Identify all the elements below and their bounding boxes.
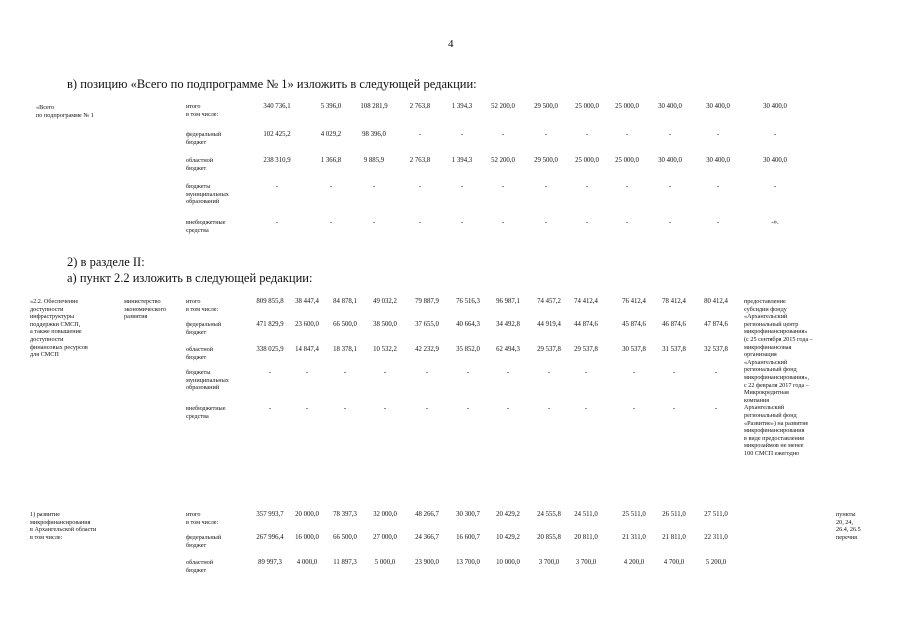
table-cell: 49 032,2 [373, 298, 397, 305]
table-cell: - [383, 405, 387, 412]
table-cell: 52 200,0 [491, 157, 515, 164]
table-cell: 29 537,8 [537, 346, 561, 353]
table-cell: - [329, 183, 333, 190]
table-cell: 30 400,0 [658, 157, 682, 164]
table-cell: - [275, 219, 279, 226]
table-cell: - [716, 131, 720, 138]
table-cell: 78 397,3 [333, 511, 357, 518]
table-cell: - [716, 219, 720, 226]
table-cell: - [714, 369, 718, 376]
table-cell: - [372, 219, 376, 226]
table-cell: 471 829,9 [256, 321, 284, 328]
table-cell: 16 000,0 [295, 534, 319, 541]
row-label: 1) развитие микрофинансирования в Архангельской области в том числе: [30, 511, 97, 541]
table-cell: 38 500,0 [373, 321, 397, 328]
table-cell: 24 555,8 [537, 511, 561, 518]
table-cell: 4 200,0 [623, 559, 645, 566]
row-name: федеральный бюджет [186, 534, 222, 549]
table-cell: 44 919,4 [537, 321, 561, 328]
table-cell: - [305, 369, 309, 376]
table-cell: 18 378,1 [333, 346, 357, 353]
row-name: итого в том числе: [186, 511, 219, 526]
note: предоставление субсидии фонду «Архангельский региональный центр микрофинансирования» (с 25 сентября 2015 года – микрофинансовая организация «Архангельский региональный фонд микрофинансирования», с 22 февраля 2017 года – Микрокредитная компания Архангельский региональный фонд «Развитие») на развитие микрофинансирования в виде предоставления микрозаймов не менее 100 СМСП ежегодно [744, 298, 813, 457]
points: пункты 20, 24, 26.4, 26.5 перечня [836, 511, 861, 541]
heading-v: в) позицию «Всего по подпрограмме № 1» изложить в следующей редакции: [67, 77, 477, 91]
table-cell: - [585, 219, 589, 226]
table-cell: 44 874,6 [574, 321, 598, 328]
table-cell: 11 897,3 [333, 559, 357, 566]
table-cell: - [544, 183, 548, 190]
table-cell: 357 993,7 [256, 511, 284, 518]
table-cell: - [668, 219, 672, 226]
table-cell: 10 429,2 [496, 534, 520, 541]
table-cell: 30 400,0 [706, 157, 730, 164]
table-cell: 30 400,0 [706, 103, 730, 110]
table-cell: 34 492,8 [496, 321, 520, 328]
table-cell: 45 874,6 [622, 321, 646, 328]
table-cell: 809 855,8 [256, 298, 284, 305]
table-cell: 52 200,0 [491, 103, 515, 110]
table-cell: 29 500,0 [534, 103, 558, 110]
table-cell: - [418, 131, 422, 138]
table-cell: 66 500,0 [333, 321, 357, 328]
table-cell: - [329, 219, 333, 226]
table-cell: 47 874,6 [704, 321, 728, 328]
table-cell: 102 425,2 [263, 131, 291, 138]
table-cell: 84 878,1 [333, 298, 357, 305]
table-cell: - [714, 405, 718, 412]
row-name: областной бюджет [186, 346, 214, 361]
table-cell: - [672, 405, 676, 412]
table-cell: 4 029,2 [320, 131, 342, 138]
table-cell: 20 429,2 [496, 511, 520, 518]
table-cell: 21 811,0 [662, 534, 686, 541]
table-cell: - [418, 183, 422, 190]
table-cell: 4 000,0 [296, 559, 318, 566]
table-cell: 76 516,3 [456, 298, 480, 305]
row-name: внебюджетные средства [186, 219, 226, 234]
table-cell: 29 500,0 [534, 157, 558, 164]
table-cell: 14 847,4 [295, 346, 319, 353]
table-cell: 30 537,8 [622, 346, 646, 353]
table-cell: - [584, 369, 588, 376]
table-cell: - [506, 405, 510, 412]
table-cell: 20 811,0 [574, 534, 598, 541]
table-cell: 23 600,0 [295, 321, 319, 328]
table-cell: 26 511,0 [662, 511, 686, 518]
table-cell: 1 394,3 [451, 103, 473, 110]
table-cell: 3 700,0 [538, 559, 560, 566]
table-cell: 238 310,9 [263, 157, 291, 164]
table-cell: 38 447,4 [295, 298, 319, 305]
table-cell: - [383, 369, 387, 376]
table-cell: 25 000,0 [575, 103, 599, 110]
table-cell: - [585, 183, 589, 190]
table-cell: - [343, 405, 347, 412]
table-cell: - [425, 369, 429, 376]
table-cell: 3 700,0 [575, 559, 597, 566]
row-name: федеральный бюджет [186, 131, 222, 146]
table-cell: - [585, 131, 589, 138]
table-cell: 74 412,4 [574, 298, 598, 305]
table-cell: 46 874,6 [662, 321, 686, 328]
table-cell: - [544, 131, 548, 138]
table-cell: - [547, 405, 551, 412]
table-cell: 98 396,0 [362, 131, 386, 138]
table-cell: - [632, 369, 636, 376]
row-name: внебюджетные средства [186, 405, 226, 420]
table-cell: 22 311,0 [704, 534, 728, 541]
table-cell: - [625, 219, 629, 226]
table-cell: 10 532,2 [373, 346, 397, 353]
table-cell: 25 000,0 [575, 157, 599, 164]
table-cell: 25 511,0 [622, 511, 646, 518]
table-cell: 32 000,0 [373, 511, 397, 518]
heading-section-2: 2) в разделе II: [67, 255, 145, 269]
table-cell: - [275, 183, 279, 190]
table-cell: - [625, 183, 629, 190]
table-cell: 25 000,0 [615, 103, 639, 110]
table-cell: - [584, 405, 588, 412]
table-cell: 267 996,4 [256, 534, 284, 541]
table-cell: 30 400,0 [763, 157, 787, 164]
table-cell: 66 500,0 [333, 534, 357, 541]
row-name: итого в том числе: [186, 298, 219, 313]
table-cell: 23 900,0 [415, 559, 439, 566]
table-cell: - [460, 219, 464, 226]
table-cell: 4 700,0 [663, 559, 685, 566]
table-cell: - [466, 369, 470, 376]
table-cell: 35 852,0 [456, 346, 480, 353]
table-cell: - [460, 131, 464, 138]
row-name: бюджеты муниципальных образований [186, 369, 229, 392]
row-name: бюджеты муниципальных образований [186, 183, 229, 206]
table-cell: 5 000,0 [374, 559, 396, 566]
table-cell: 40 664,3 [456, 321, 480, 328]
table-cell: 62 494,3 [496, 346, 520, 353]
table-cell: 5 200,0 [705, 559, 727, 566]
table-cell: -». [771, 219, 779, 226]
table-cell: 32 537,8 [704, 346, 728, 353]
row-label: «Всего по подпрограмме № 1 [36, 104, 94, 119]
table-cell: - [668, 131, 672, 138]
table-cell: 1 394,3 [451, 157, 473, 164]
table-cell: 20 855,8 [537, 534, 561, 541]
row-name: областной бюджет [186, 157, 214, 172]
table-cell: 5 396,0 [320, 103, 342, 110]
table-cell: 30 400,0 [658, 103, 682, 110]
table-cell: 30 300,7 [456, 511, 480, 518]
table-cell: 96 987,1 [496, 298, 520, 305]
table-cell: - [501, 131, 505, 138]
table-cell: 21 311,0 [622, 534, 646, 541]
table-cell: 74 457,2 [537, 298, 561, 305]
table-cell: 16 600,7 [456, 534, 480, 541]
table-cell: - [632, 405, 636, 412]
table-cell: - [418, 219, 422, 226]
page-number: 4 [448, 38, 454, 50]
table-cell: - [506, 369, 510, 376]
row-name: областной бюджет [186, 559, 214, 574]
table-cell: 108 281,9 [360, 103, 388, 110]
table-cell: 10 000,0 [496, 559, 520, 566]
table-cell: 2 763,8 [409, 103, 431, 110]
table-cell: 340 736,1 [263, 103, 291, 110]
table-cell: 48 266,7 [415, 511, 439, 518]
table-cell: - [773, 183, 777, 190]
table-cell: - [268, 369, 272, 376]
table-cell: - [372, 183, 376, 190]
table-cell: - [625, 131, 629, 138]
table-cell: - [672, 369, 676, 376]
table-cell: 29 537,8 [574, 346, 598, 353]
table-cell: - [460, 183, 464, 190]
table-cell: 37 655,0 [415, 321, 439, 328]
table-cell: 89 997,3 [258, 559, 282, 566]
row-name: федеральный бюджет [186, 321, 222, 336]
table-cell: 27 511,0 [704, 511, 728, 518]
table-cell: - [305, 405, 309, 412]
table-cell: 80 412,4 [704, 298, 728, 305]
table-cell: 9 885,9 [363, 157, 385, 164]
table-cell: - [547, 369, 551, 376]
table-cell: 78 412,4 [662, 298, 686, 305]
heading-item-2-2: а) пункт 2.2 изложить в следующей редакции: [67, 271, 313, 285]
table-cell: 20 000,0 [295, 511, 319, 518]
table-cell: - [773, 131, 777, 138]
table-cell: - [466, 405, 470, 412]
row-label: «2.2. Обеспечение доступности инфраструктуры поддержки СМСП, а также повышение доступности финансовых ресурсов для СМСП [30, 298, 88, 359]
table-cell: - [501, 183, 505, 190]
table-cell: - [716, 183, 720, 190]
table-cell: - [268, 405, 272, 412]
table-cell: 30 400,0 [763, 103, 787, 110]
table-cell: - [501, 219, 505, 226]
table-cell: 25 000,0 [615, 157, 639, 164]
table-cell: - [544, 219, 548, 226]
row-name: итого в том числе: [186, 103, 219, 118]
table-cell: 13 700,0 [456, 559, 480, 566]
table-cell: - [668, 183, 672, 190]
table-cell: 27 000,0 [373, 534, 397, 541]
table-cell: 31 537,8 [662, 346, 686, 353]
table-cell: 24 366,7 [415, 534, 439, 541]
table-cell: 1 366,8 [320, 157, 342, 164]
table-cell: 338 025,9 [256, 346, 284, 353]
table-cell: 79 887,9 [415, 298, 439, 305]
table-cell: 42 232,9 [415, 346, 439, 353]
table-cell: 2 763,8 [409, 157, 431, 164]
table-cell: 76 412,4 [622, 298, 646, 305]
table-cell: - [425, 405, 429, 412]
table-cell: - [343, 369, 347, 376]
executor: министерство экономического развития [124, 298, 166, 321]
table-cell: 24 511,0 [574, 511, 598, 518]
